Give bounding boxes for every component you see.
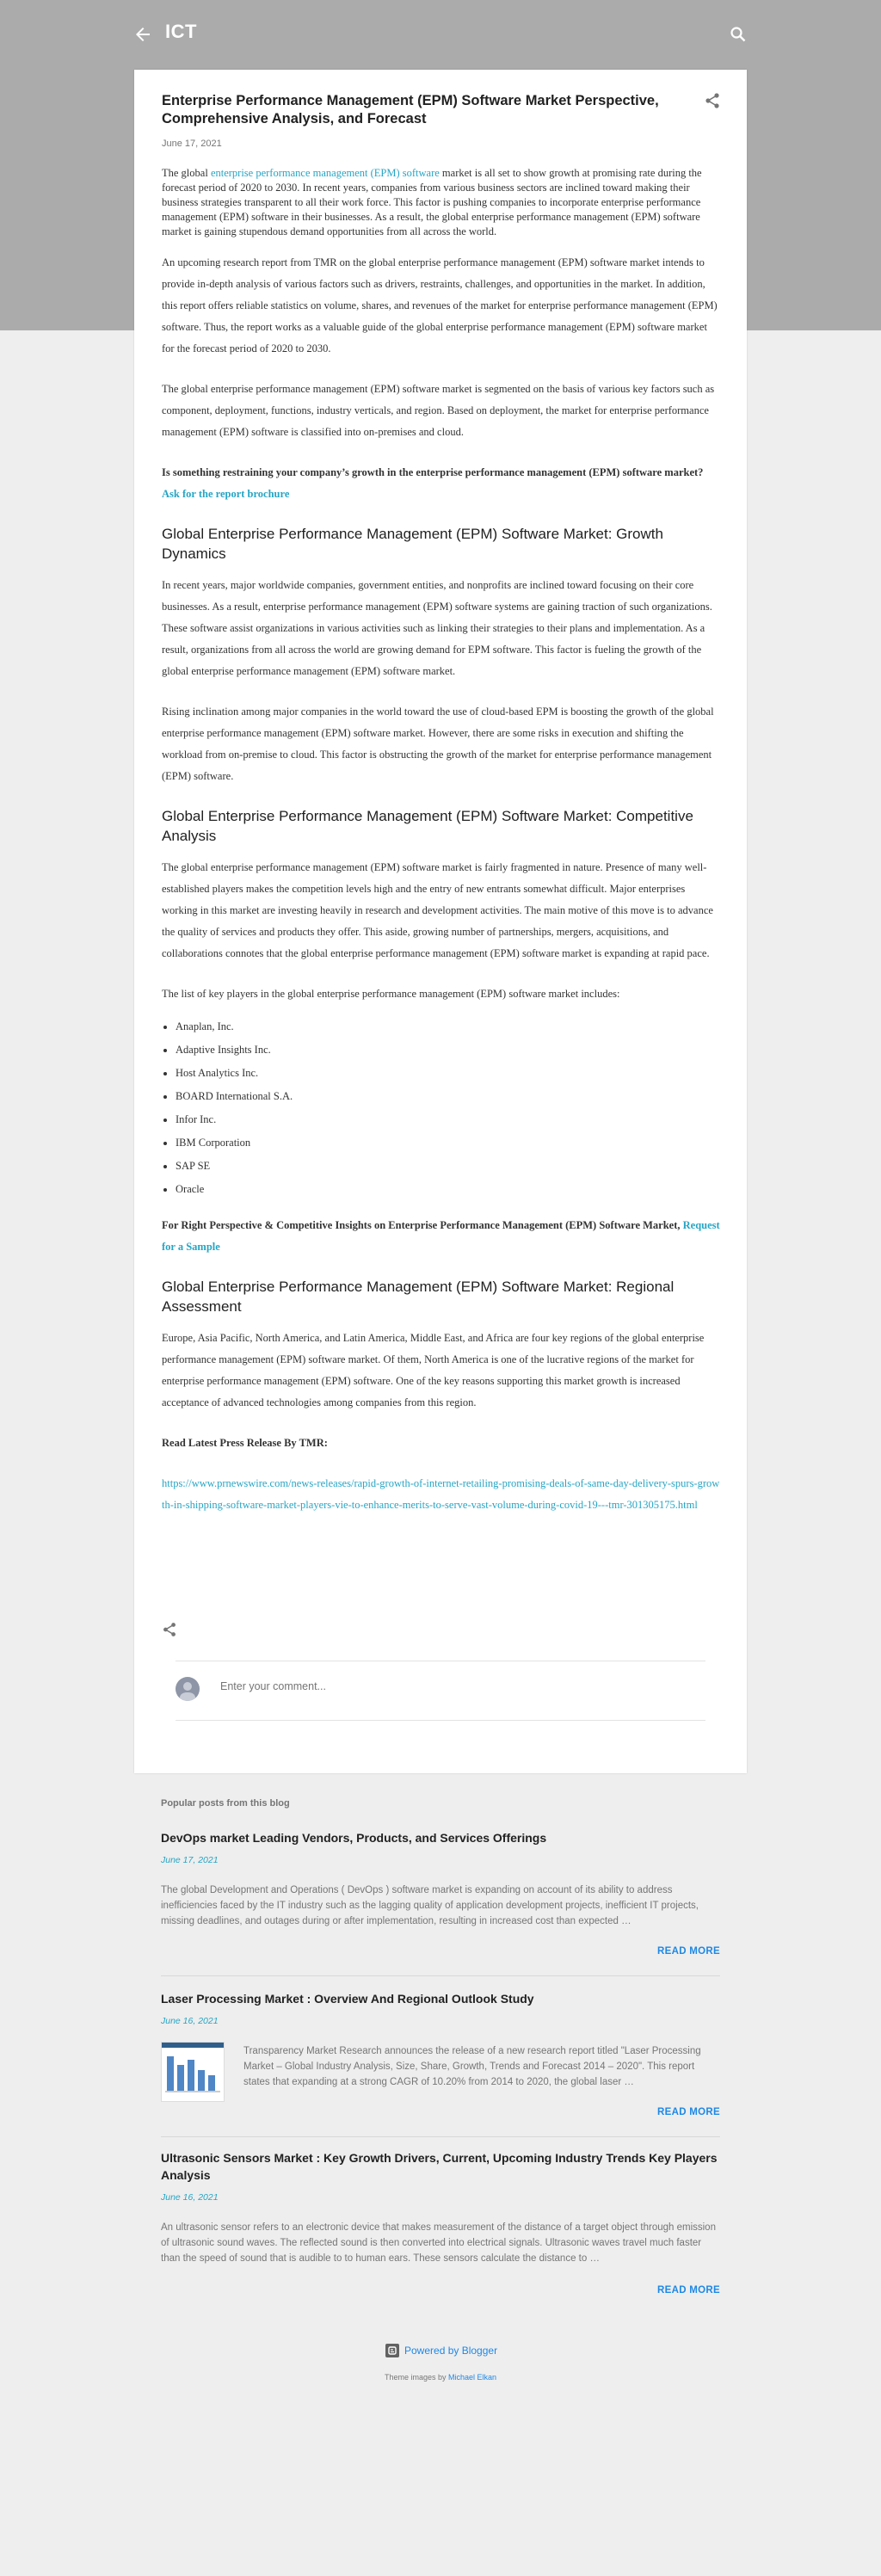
heading-regional-assessment: Global Enterprise Performance Management (EPM) Software Market: Regional Assessment: [162, 1279, 675, 1315]
blogger-icon: [385, 2344, 399, 2357]
brochure-link[interactable]: Ask for the report brochure: [162, 488, 290, 500]
list-item: • SAP SE: [176, 1155, 721, 1178]
list-item: • Oracle: [176, 1178, 721, 1201]
comment-input[interactable]: [220, 1680, 685, 1692]
players-intro: The list of key players in the global enterprise performance management (EPM) software market includes:: [162, 988, 620, 1000]
regional-paragraph: Europe, Asia Pacific, North America, and Latin America, Middle East, and Africa are four key regions of the global enterprise performance management (EPM) software market. Of them, North America is one of the lucrative regions of the market for enterprise performance management (EPM) software. One of the key reasons supporting this market growth is increased acceptance of advanced technologies among companies from this region.: [162, 1332, 705, 1408]
popular-post-title[interactable]: DevOps market Leading Vendors, Products, and Services Offerings: [161, 1831, 547, 1845]
request-sample-link[interactable]: Request for a Sample: [162, 1219, 720, 1253]
press-link-paragraph: [162, 1473, 721, 1516]
players-list: [162, 1015, 721, 1201]
list-item: • Infor Inc.: [176, 1108, 721, 1131]
brochure-question: Is something restraining your company’s growth in the enterprise performance management (EPM) software market?: [162, 466, 704, 478]
blog-title[interactable]: ICT: [165, 21, 197, 42]
press-heading: [162, 1433, 721, 1454]
powered-by-blogger[interactable]: [385, 2344, 497, 2357]
read-more-button[interactable]: READ MORE: [657, 2285, 720, 2296]
popular-post: [161, 1990, 720, 2121]
press-heading-text: Read Latest Press Release By TMR:: [162, 1437, 328, 1449]
brochure-callout: [162, 462, 721, 505]
competitive-paragraph: The global enterprise performance management (EPM) software market is fairly fragmented in nature. Presence of many well-established players makes the competition levels high and the entry of new entrants somewhat difficult. Major enterprises working in this market are investing heavily in research and development activities. The main motive of this move is to advance the quality of services and products they offer. This aside, growing number of partnerships, mergers, acquisitions, and collaborations connotes that the global enterprise performance management (EPM) software market is expanding at rapid pace.: [162, 861, 713, 959]
list-item: • BOARD International S.A.: [176, 1085, 721, 1108]
popular-post-date[interactable]: June 17, 2021: [161, 1855, 219, 1865]
read-more-button[interactable]: READ MORE: [657, 2107, 720, 2117]
popular-post: [161, 1829, 720, 1960]
intro-text-start: The global: [162, 167, 211, 179]
list-item: • Adaptive Insights Inc.: [176, 1038, 721, 1062]
popular-post-thumbnail[interactable]: [161, 2042, 225, 2102]
sample-text: For Right Perspective & Competitive Insights on Enterprise Performance Management (EPM) Software Market,: [162, 1219, 681, 1231]
report-paragraph: An upcoming research report from TMR on the global enterprise performance management (EPM) software market intends to provide in-depth analysis of various factors such as drivers, restraints, challenges, and opportunities in the market. In addition, this report offers reliable statistics on volume, shares, and revenues of the market for enterprise performance management (EPM) software. Thus, the report works as a valuable guide of the global enterprise performance management (EPM) software market for the forecast period of 2020 to 2030.: [162, 256, 718, 354]
divider: [161, 1975, 720, 1976]
popular-post-snippet: An ultrasonic sensor refers to an electronic device that makes measurement of the distance of a target object through emission of ultrasonic sound waves. The reflected sound is then converted into electrical signals. Ultrasonic waves travel much faster than the speed of sound that is audible to to human ears. These sensors calculate the distance to …: [161, 2222, 716, 2264]
growth-paragraph-1: In recent years, major worldwide companies, government entities, and nonprofits are inclined toward focusing on their core businesses. As a result, enterprise performance management (EPM) software systems are gaining traction of such organizations. These software assist organizations in various activities such as linking their strategies to their plans and implementation. As a result, organizations from all across the world are growing demand for EPM software. This factor is fueling the growth of the global enterprise performance management (EPM) software market.: [162, 579, 712, 677]
share-icon[interactable]: [702, 90, 723, 111]
popular-post: [161, 2149, 720, 2304]
post-date: June 17, 2021: [162, 139, 222, 149]
post-card: [134, 70, 747, 1773]
segmentation-paragraph: The global enterprise performance management (EPM) software market is segmented on the basis of various key factors such as component, deployment, functions, industry verticals, and region. Based on deployment, the market for enterprise performance management (EPM) software is classified into on-premises and cloud.: [162, 383, 715, 438]
epm-software-link[interactable]: enterprise performance management (EPM) software: [210, 167, 440, 179]
popular-post-title[interactable]: Ultrasonic Sensors Market : Key Growth Drivers, Current, Upcoming Industry Trends Key Players Analysis: [161, 2151, 718, 2182]
popular-post-date[interactable]: June 16, 2021: [161, 2192, 219, 2203]
popular-post-snippet: The global Development and Operations ( DevOps ) software market is expanding on account of its ability to address inefficiencies faced by the IT industry such as the lagging quality of application development projects, inefficient IT projects, missing deadlines, and outages during or after implementation, resulting in increased cost than expected …: [161, 1885, 699, 1926]
search-icon[interactable]: [728, 24, 749, 45]
sample-callout: [162, 1215, 721, 1258]
powered-by-text: Powered by Blogger: [404, 2345, 498, 2357]
intro-paragraph: [162, 166, 721, 239]
avatar: [176, 1677, 200, 1701]
growth-paragraph-2: Rising inclination among major companies in the world toward the use of cloud-based EPM is boosting the growth of the global enterprise performance management (EPM) software market. However, there are some risks in execution and shifting the workload from on-premise to cloud. This factor is obstructing the growth of the market for enterprise performance management (EPM) software.: [162, 706, 714, 782]
list-item: • Host Analytics Inc.: [176, 1062, 721, 1085]
theme-credit-prefix: Theme images by: [384, 2373, 448, 2382]
comment-divider-bottom: [176, 1720, 705, 1721]
read-more-button[interactable]: READ MORE: [657, 1946, 720, 1957]
post-body: [162, 166, 721, 1535]
divider: [161, 2136, 720, 2137]
theme-author-link[interactable]: Michael Elkan: [448, 2373, 497, 2382]
popular-posts-heading: Popular posts from this blog: [161, 1798, 290, 1809]
share-icon[interactable]: [160, 1620, 179, 1639]
post-title: Enterprise Performance Management (EPM) Software Market Perspective, Comprehensive Analysis, and Forecast: [162, 93, 659, 126]
heading-competitive-analysis: Global Enterprise Performance Management (EPM) Software Market: Competitive Analysis: [162, 808, 693, 844]
heading-growth-dynamics: Global Enterprise Performance Management (EPM) Software Market: Growth Dynamics: [162, 526, 663, 562]
popular-post-snippet: Transparency Market Research announces the release of a new research report titled "Laser Processing Market – Global Industry Analysis, Size, Share, Growth, Trends and Forecast 2014 – 2020". This report states that expanding at a strong CAGR of 10.20% from 2014 to 2020, the global laser …: [243, 2046, 701, 2087]
popular-post-title[interactable]: Laser Processing Market : Overview And Regional Outlook Study: [161, 1992, 534, 2006]
arrow-left-icon[interactable]: [132, 24, 153, 45]
press-release-link[interactable]: https://www.prnewswire.com/news-releases/rapid-growth-of-internet-retailing-promising-deals-of-same-day-delivery-spurs-growth-in-shipping-software-market-players-vie-to-enhance-merits-to-serve-vast-volume-during-covid-19---tmr-301305175.html: [162, 1477, 720, 1511]
intro-text-end: market is all set to show growth at promising rate during the forecast period of 2020 to 2030. In recent years, companies from various business sectors are inclined toward making their business strategies transparent to all their work force. This factor is pushing companies to incorporate enterprise performance management (EPM) software in their businesses. As a result, the global enterprise performance management (EPM) software market is gaining stupendous demand opportunities from all across the world.: [162, 167, 702, 237]
popular-post-date[interactable]: June 16, 2021: [161, 2016, 219, 2026]
list-item: • IBM Corporation: [176, 1131, 721, 1155]
list-item: • Anaplan, Inc.: [176, 1015, 721, 1038]
theme-credit: [0, 2373, 881, 2382]
